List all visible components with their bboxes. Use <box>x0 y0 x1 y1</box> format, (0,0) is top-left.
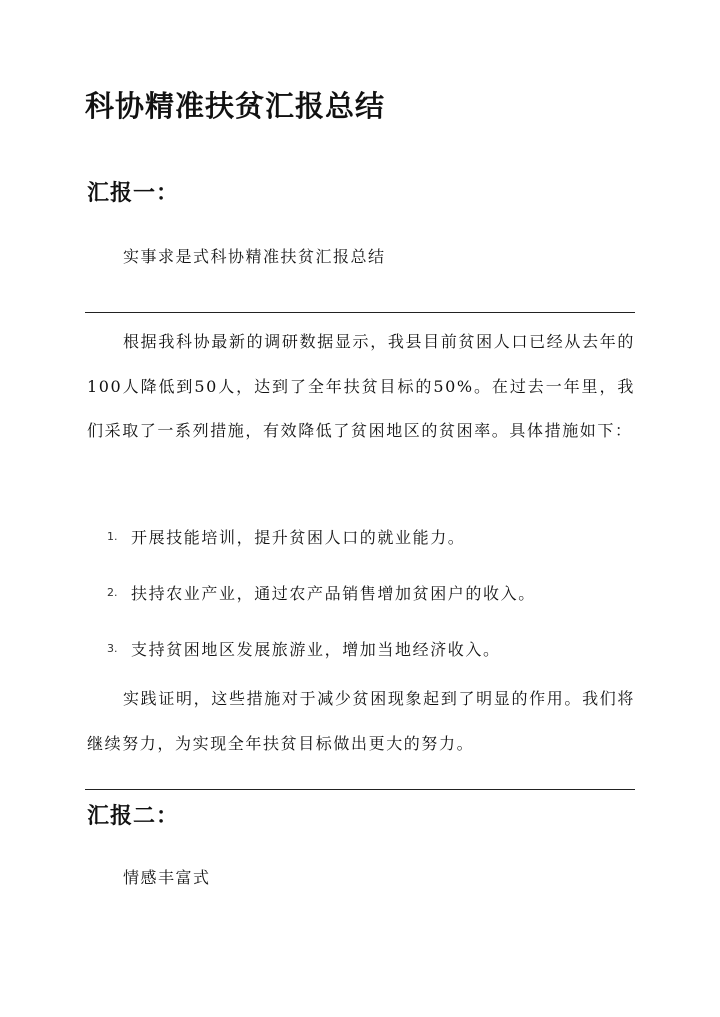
list-item-number: 1. <box>107 529 118 543</box>
list-item-number: 2. <box>107 585 118 599</box>
list-item-text: 支持贫困地区发展旅游业，增加当地经济收入。 <box>131 639 501 659</box>
section-subtitle-1: 实事求是式科协精准扶贫汇报总结 <box>123 247 386 266</box>
list-item-text: 扶持农业产业，通过农产品销售增加贫困户的收入。 <box>131 583 536 603</box>
list-item <box>107 620 635 676</box>
section-subtitle-2: 情感丰富式 <box>123 868 211 887</box>
divider-2 <box>85 789 635 790</box>
body-paragraph-2: 实践证明，这些措施对于减少贫困现象起到了明显的作用。我们将继续努力，为实现全年扶贫目标做出更大的努力。 <box>87 689 635 753</box>
list-item-text: 开展技能培训，提升贫困人口的就业能力。 <box>131 527 466 547</box>
measures-list <box>107 508 635 676</box>
section-heading-2: 汇报二： <box>87 803 180 829</box>
list-item <box>107 564 635 620</box>
list-item-number: 3. <box>107 641 118 655</box>
document-title: 科协精准扶贫汇报总结 <box>85 89 386 123</box>
body-paragraph-1: 根据我科协最新的调研数据显示，我县目前贫困人口已经从去年的100人降低到50人，达到了全年扶贫目标的50%。在过去一年里，我们采取了一系列措施，有效降低了贫困地区的贫困率。具体措施如下： <box>87 332 635 440</box>
list-item <box>107 508 635 564</box>
divider-1 <box>85 312 635 313</box>
section-heading-1: 汇报一： <box>87 180 180 206</box>
